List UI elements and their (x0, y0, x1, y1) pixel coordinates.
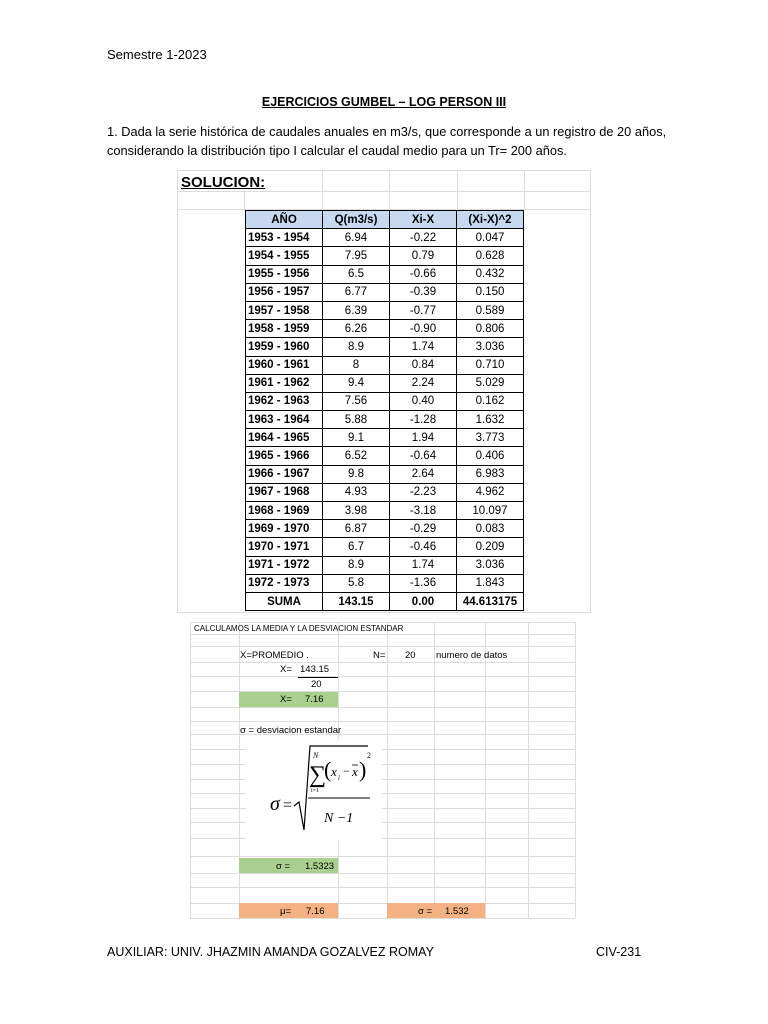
year-cell: 1964 - 1965 (246, 429, 323, 447)
flow-cell: 9.4 (323, 374, 390, 392)
squared-cell: 0.162 (457, 392, 524, 410)
formula-equals: = (283, 797, 293, 814)
year-cell: 1954 - 1955 (246, 247, 323, 265)
footer-author: AUXILIAR: UNIV. JHAZMIN AMANDA GOZALVEZ ROMAY (107, 945, 434, 959)
deviation-cell: 0.40 (390, 392, 457, 410)
col-header-deviation: Xi-X (390, 211, 457, 229)
flow-cell: 8.9 (323, 556, 390, 574)
table-row (246, 392, 524, 410)
squared-cell: 3.036 (457, 338, 524, 356)
page-title: EJERCICIOS GUMBEL – LOG PERSON III (261, 95, 507, 109)
col-header-squared: (Xi-X)^2 (457, 211, 524, 229)
squared-cell: 0.432 (457, 265, 524, 283)
formula-sum-lower: i=1 (311, 788, 320, 794)
table-row (246, 247, 524, 265)
flow-cell: 6.77 (323, 283, 390, 301)
year-cell: 1962 - 1963 (246, 392, 323, 410)
table-row (246, 465, 524, 483)
year-cell: 1953 - 1954 (246, 229, 323, 247)
mu-value: 7.16 (306, 906, 325, 917)
year-cell: 1970 - 1971 (246, 538, 323, 556)
problem-line-2: considerando la distribución tipo I calcular el caudal medio para un Tr= 200 años. (107, 143, 567, 158)
solution-label: SOLUCION: (181, 174, 266, 191)
year-cell: 1966 - 1967 (246, 465, 323, 483)
promedio-label: X=PROMEDIO . (240, 650, 309, 661)
sigma-summary-value: 1.532 (445, 906, 469, 917)
formula-paren-close: ) (359, 757, 367, 782)
deviation-cell: 0.79 (390, 247, 457, 265)
year-cell: 1965 - 1966 (246, 447, 323, 465)
flow-cell: 8.9 (323, 338, 390, 356)
table-row (246, 301, 524, 319)
solution-spreadsheet (177, 170, 591, 613)
std-dev-formula (246, 740, 382, 840)
flow-cell: 6.39 (323, 301, 390, 319)
mu-label: μ= (280, 906, 292, 917)
deviation-cell: -1.28 (390, 411, 457, 429)
table-row (246, 283, 524, 301)
x-label: X= (280, 664, 292, 675)
flow-cell: 7.56 (323, 392, 390, 410)
formula-minus: − (343, 764, 350, 778)
flow-cell: 6.94 (323, 229, 390, 247)
formula-sum-symbol: ∑ (309, 762, 327, 788)
table-row (246, 229, 524, 247)
deviation-cell: -0.64 (390, 447, 457, 465)
squared-cell: 0.406 (457, 447, 524, 465)
flow-cell: 4.93 (323, 483, 390, 501)
squared-cell: 0.710 (457, 356, 524, 374)
flow-data-table (245, 210, 524, 611)
table-row (246, 374, 524, 392)
year-cell: 1958 - 1959 (246, 320, 323, 338)
formula-square: 2 (367, 751, 371, 760)
deviation-cell: -0.66 (390, 265, 457, 283)
mean-numerator: 143.15 (300, 664, 330, 675)
deviation-cell: 1.74 (390, 556, 457, 574)
flow-cell: 6.87 (323, 520, 390, 538)
flow-cell: 8 (323, 356, 390, 374)
n-description: numero de datos (436, 650, 508, 661)
deviation-cell: 1.74 (390, 338, 457, 356)
col-header-year: AÑO (246, 211, 323, 229)
table-row (246, 502, 524, 520)
deviation-cell: -0.22 (390, 229, 457, 247)
sum-deviation-cell: 0.00 (390, 592, 457, 610)
flow-cell: 9.1 (323, 429, 390, 447)
sigma-summary-label: σ = (418, 906, 433, 917)
table-row (246, 574, 524, 592)
deviation-cell: 2.24 (390, 374, 457, 392)
formula-xi: x (331, 764, 337, 779)
year-cell: 1972 - 1973 (246, 574, 323, 592)
squared-cell: 5.029 (457, 374, 524, 392)
flow-cell: 6.52 (323, 447, 390, 465)
squared-cell: 3.773 (457, 429, 524, 447)
calculation-spreadsheet (190, 622, 575, 918)
year-cell: 1959 - 1960 (246, 338, 323, 356)
table-row (246, 447, 524, 465)
table-row (246, 356, 524, 374)
x-result-value: 7.16 (305, 694, 324, 705)
flow-cell: 3.98 (323, 502, 390, 520)
flow-cell: 7.95 (323, 247, 390, 265)
deviation-cell: -3.18 (390, 502, 457, 520)
squared-cell: 0.150 (457, 283, 524, 301)
sum-flow-cell: 143.15 (323, 592, 390, 610)
x-result-label: X= (280, 694, 292, 705)
flow-cell: 6.26 (323, 320, 390, 338)
table-row (246, 556, 524, 574)
sigma-label: σ = (276, 861, 291, 872)
footer-course-code: CIV-231 (596, 945, 642, 959)
year-cell: 1963 - 1964 (246, 411, 323, 429)
year-cell: 1968 - 1969 (246, 502, 323, 520)
deviation-cell: 2.64 (390, 465, 457, 483)
squared-cell: 6.983 (457, 465, 524, 483)
table-row (246, 429, 524, 447)
table-row (246, 338, 524, 356)
flow-cell: 5.8 (323, 574, 390, 592)
col-header-flow: Q(m3/s) (323, 211, 390, 229)
sigma-value: 1.5323 (305, 861, 335, 872)
year-cell: 1957 - 1958 (246, 301, 323, 319)
flow-cell: 6.5 (323, 265, 390, 283)
formula-graphic (246, 740, 382, 840)
deviation-cell: -0.77 (390, 301, 457, 319)
formula-sum-upper: N (313, 751, 319, 760)
squared-cell: 10.097 (457, 502, 524, 520)
year-cell: 1956 - 1957 (246, 283, 323, 301)
year-cell: 1971 - 1972 (246, 556, 323, 574)
calc-heading: CALCULAMOS LA MEDIA Y LA DESVIACION ESTANDAR (194, 624, 404, 633)
sum-squared-cell: 44.613175 (457, 592, 524, 610)
deviation-cell: -0.29 (390, 520, 457, 538)
squared-cell: 4.962 (457, 483, 524, 501)
squared-cell: 0.047 (457, 229, 524, 247)
squared-cell: 0.628 (457, 247, 524, 265)
table-row (246, 520, 524, 538)
table-header-row (246, 211, 524, 229)
n-value: 20 (405, 650, 416, 661)
deviation-cell: 0.84 (390, 356, 457, 374)
squared-cell: 0.589 (457, 301, 524, 319)
year-cell: 1955 - 1956 (246, 265, 323, 283)
sigma-description: σ = desviacion estandar (240, 725, 342, 736)
deviation-cell: -1.36 (390, 574, 457, 592)
year-cell: 1961 - 1962 (246, 374, 323, 392)
fraction-bar (298, 677, 338, 678)
sigma-summary-highlight (387, 903, 485, 918)
formula-denominator: N −1 (324, 811, 354, 826)
deviation-cell: -0.90 (390, 320, 457, 338)
formula-subscript-i: i (338, 774, 340, 782)
problem-line-1: 1. Dada la serie histórica de caudales anuales en m3/s, que corresponde a un registro de 20 años, (107, 124, 667, 139)
n-label: N= (373, 650, 386, 661)
flow-cell: 6.7 (323, 538, 390, 556)
formula-xbar: x (352, 764, 358, 779)
table-row (246, 320, 524, 338)
formula-paren-open: ( (324, 757, 332, 782)
squared-cell: 1.843 (457, 574, 524, 592)
squared-cell: 3.036 (457, 556, 524, 574)
flow-cell: 5.88 (323, 411, 390, 429)
deviation-cell: 1.94 (390, 429, 457, 447)
table-row (246, 483, 524, 501)
flow-cell: 9.8 (323, 465, 390, 483)
table-row (246, 538, 524, 556)
squared-cell: 0.209 (457, 538, 524, 556)
mean-denominator: 20 (311, 679, 322, 690)
sum-row (246, 592, 524, 610)
deviation-cell: -0.39 (390, 283, 457, 301)
sum-label: SUMA (246, 592, 323, 610)
year-cell: 1967 - 1968 (246, 483, 323, 501)
table-row (246, 411, 524, 429)
deviation-cell: -0.46 (390, 538, 457, 556)
formula-sigma: σ (270, 793, 280, 815)
problem-statement (107, 122, 667, 160)
table-row (246, 265, 524, 283)
year-cell: 1960 - 1961 (246, 356, 323, 374)
squared-cell: 0.083 (457, 520, 524, 538)
squared-cell: 0.806 (457, 320, 524, 338)
year-cell: 1969 - 1970 (246, 520, 323, 538)
squared-cell: 1.632 (457, 411, 524, 429)
semester-label: Semestre 1-2023 (107, 47, 207, 62)
deviation-cell: -2.23 (390, 483, 457, 501)
